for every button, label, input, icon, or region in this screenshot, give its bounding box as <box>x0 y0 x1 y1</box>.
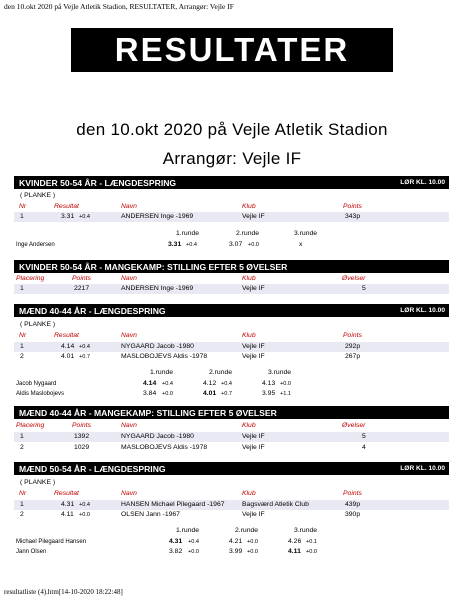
series-round-2: 3.07 <box>229 241 243 248</box>
series-wind-2: +0.7 <box>221 391 233 397</box>
section-header <box>14 406 449 419</box>
series-round-3: 4.26 <box>288 538 302 545</box>
col-header-points: Points <box>343 203 362 210</box>
series-wind-3: +0.1 <box>306 539 318 545</box>
col-header-points: Points <box>72 422 91 429</box>
series-athlete-name: Aldis Maslobojevs <box>16 391 65 397</box>
col-header-club: Klub <box>242 203 256 210</box>
print-footer: resultatliste (4).htm[14-10-2020 18:22:48] <box>4 588 123 596</box>
series-round-2: 4.12 <box>203 380 217 387</box>
standing-ovelser: 4 <box>362 444 366 451</box>
col-header-ovelser: Øvelser <box>342 275 366 282</box>
section-title: KVINDER 50-54 ÅR - LÆNGDESPRING <box>19 177 177 188</box>
series-athlete-name: Jacob Nygaard <box>16 381 57 387</box>
result-wind: +0.4 <box>79 344 91 350</box>
standing-points: 2217 <box>74 285 90 292</box>
section-time: LØR KL. 10.00 <box>400 179 445 186</box>
result-points: 390p <box>345 511 361 518</box>
result-points: 439p <box>345 501 361 508</box>
section-header <box>14 260 449 273</box>
series-wind-3: +1.1 <box>280 391 292 397</box>
section-title: MÆND 40-44 ÅR - MANGEKAMP: STILLING EFTER 5 ØVELSER <box>19 407 277 418</box>
result-nr: 1 <box>20 343 24 350</box>
athlete-name: ANDERSEN Inge -1969 <box>121 213 194 220</box>
round-header-1: 1.runde <box>176 527 200 534</box>
round-header-2: 2.runde <box>236 230 260 237</box>
section-title: KVINDER 50-54 ÅR - MANGEKAMP: STILLING EFTER 5 ØVELSER <box>19 261 288 272</box>
col-header-name: Navn <box>121 422 137 429</box>
col-header-placering: Placering <box>16 275 45 282</box>
round-header-3: 3.runde <box>294 527 318 534</box>
col-header-points: Points <box>72 275 91 282</box>
athlete-name: MASLOBOJEVS Aldis -1978 <box>121 353 208 360</box>
result-value: 4.14 <box>61 343 75 350</box>
col-header-name: Navn <box>121 203 137 210</box>
athlete-club: Vejle IF <box>242 444 265 451</box>
round-header-3: 3.runde <box>268 369 292 376</box>
section-note: ( PLANKE ) <box>20 321 56 328</box>
result-value: 4.01 <box>61 353 75 360</box>
series-athlete-name: Jann Olsen <box>16 549 47 555</box>
series-round-2: 4.01 <box>203 390 217 397</box>
series-round-1: 4.14 <box>143 380 157 387</box>
col-header-club: Klub <box>242 275 256 282</box>
col-header-nr: Nr <box>19 332 27 339</box>
col-header-club: Klub <box>242 422 256 429</box>
series-wind-2: +0.4 <box>221 381 233 387</box>
series-round-2: 3.99 <box>229 548 243 555</box>
col-header-name: Navn <box>121 275 137 282</box>
section-title: MÆND 50-54 ÅR - LÆNGDESPRING <box>19 463 166 474</box>
athlete-name: HANSEN Michael Pilegaard -1967 <box>121 501 225 508</box>
result-value: 3.31 <box>61 213 75 220</box>
result-nr: 1 <box>20 501 24 508</box>
athlete-name: NYGAARD Jacob -1980 <box>121 433 194 440</box>
athlete-name: NYGAARD Jacob -1980 <box>121 343 194 350</box>
series-wind-2: +0.0 <box>248 242 260 248</box>
round-header-1: 1.runde <box>176 230 200 237</box>
series-round-3: 3.95 <box>262 390 276 397</box>
athlete-club: Vejle IF <box>242 353 265 360</box>
result-points: 343p <box>345 213 361 220</box>
section-header <box>14 176 449 189</box>
round-header-2: 2.runde <box>235 527 259 534</box>
result-nr: 1 <box>20 213 24 220</box>
series-wind-1: +0.4 <box>186 242 198 248</box>
result-nr: 2 <box>20 353 24 360</box>
standing-place: 2 <box>20 444 24 451</box>
series-round-3: 4.11 <box>288 548 301 555</box>
col-header-name: Navn <box>121 490 137 497</box>
result-points: 292p <box>345 343 361 350</box>
athlete-club: Vejle IF <box>242 343 265 350</box>
result-wind: +0.4 <box>79 502 91 508</box>
col-header-points: Points <box>343 490 362 497</box>
col-header-ovelser: Øvelser <box>342 422 366 429</box>
round-header-3: 3.runde <box>294 230 318 237</box>
col-header-placering: Placering <box>16 422 45 429</box>
athlete-club: Vejle IF <box>242 433 265 440</box>
col-header-nr: Nr <box>19 203 27 210</box>
section-header <box>14 304 449 317</box>
results-banner: RESULTATER <box>71 28 393 72</box>
series-athlete-name: Inge Andersen <box>16 242 55 248</box>
standing-place: 1 <box>20 285 24 292</box>
standing-ovelser: 5 <box>362 285 366 292</box>
series-wind-1: +0.4 <box>188 539 200 545</box>
print-header-title: den 10.okt 2020 på Vejle Atletik Stadion, RESULTATER, Arrangør: Vejle IF <box>4 2 234 11</box>
col-header-result: Resultat <box>54 203 79 210</box>
col-header-nr: Nr <box>19 490 27 497</box>
section-header <box>14 462 449 475</box>
athlete-club: Vejle IF <box>242 213 265 220</box>
series-round-2: 4.21 <box>229 538 243 545</box>
series-round-3: x <box>299 241 303 248</box>
round-header-1: 1.runde <box>150 369 174 376</box>
col-header-club: Klub <box>242 332 256 339</box>
section-time: LØR KL. 10.00 <box>400 307 445 314</box>
result-nr: 2 <box>20 511 24 518</box>
series-wind-3: +0.0 <box>306 549 318 555</box>
col-header-points: Points <box>343 332 362 339</box>
athlete-name: MASLOBOJEVS Aldis -1978 <box>121 444 208 451</box>
result-value: 4.31 <box>61 501 75 508</box>
series-wind-1: +0.0 <box>188 549 200 555</box>
standing-ovelser: 5 <box>362 433 366 440</box>
section-time: LØR KL. 10.00 <box>400 465 445 472</box>
series-round-1: 4.31 <box>169 538 183 545</box>
series-round-1: 3.84 <box>143 390 157 397</box>
athlete-club: Vejle IF <box>242 285 265 292</box>
result-wind: +0.7 <box>79 354 91 360</box>
series-wind-1: +0.4 <box>162 381 174 387</box>
series-wind-1: +0.0 <box>162 391 174 397</box>
section-note: ( PLANKE ) <box>20 192 56 199</box>
series-wind-3: +0.0 <box>280 381 292 387</box>
section-title: MÆND 40-44 ÅR - LÆNGDESPRING <box>19 305 166 316</box>
standing-points: 1029 <box>74 444 90 451</box>
series-wind-2: +0.0 <box>247 539 259 545</box>
standing-points: 1392 <box>74 433 90 440</box>
organizer-subtitle: Arrangør: Vejle IF <box>162 149 302 168</box>
round-header-2: 2.runde <box>209 369 233 376</box>
col-header-name: Navn <box>121 332 137 339</box>
series-wind-2: +0.0 <box>247 549 259 555</box>
series-round-1: 3.82 <box>169 548 183 555</box>
series-round-1: 3.31 <box>168 241 182 248</box>
venue-subtitle: den 10.okt 2020 på Vejle Atletik Stadion <box>76 120 388 139</box>
result-wind: +0.0 <box>79 512 91 518</box>
athlete-club: Bagsværd Atletik Club <box>242 501 309 508</box>
athlete-name: ANDERSEN Inge -1969 <box>121 285 194 292</box>
result-wind: +0.4 <box>79 214 91 220</box>
athlete-name: OLSEN Jann -1967 <box>121 511 180 518</box>
col-header-club: Klub <box>242 490 256 497</box>
athlete-club: Vejle IF <box>242 511 265 518</box>
series-athlete-name: Michael Pilegaard Hansen <box>16 539 87 545</box>
result-value: 4.11 <box>61 511 74 518</box>
section-note: ( PLANKE ) <box>20 479 56 486</box>
col-header-result: Resultat <box>54 490 79 497</box>
standing-place: 1 <box>20 433 24 440</box>
result-points: 267p <box>345 353 361 360</box>
col-header-result: Resultat <box>54 332 79 339</box>
series-round-3: 4.13 <box>262 380 276 387</box>
